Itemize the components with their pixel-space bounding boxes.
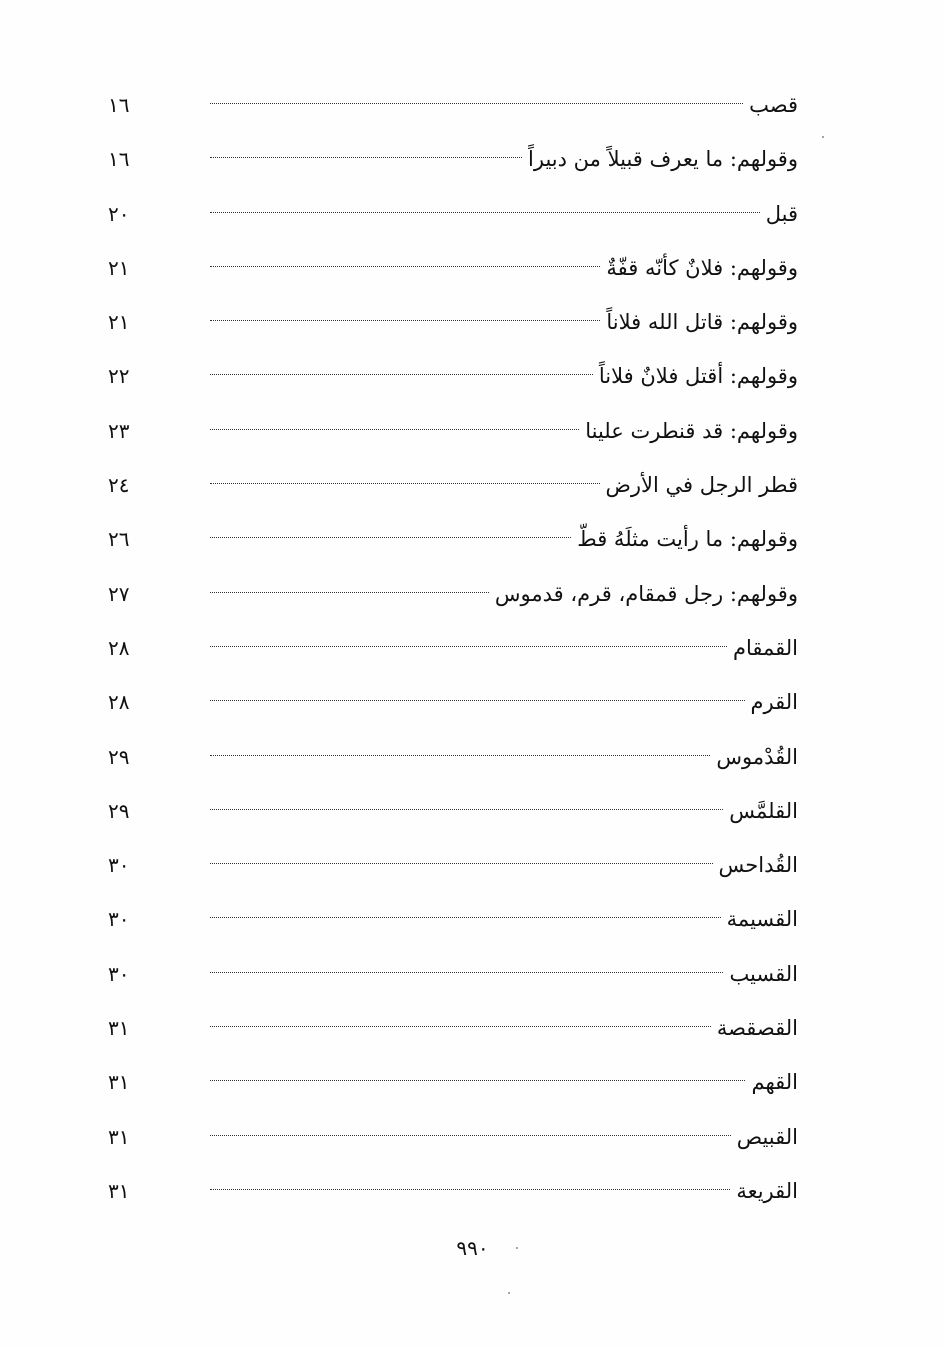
scan-speck xyxy=(822,136,824,138)
toc-entry-title: القبيص xyxy=(736,1124,798,1149)
toc-entry-title: القرم xyxy=(750,690,798,715)
dot-leader xyxy=(210,537,571,538)
dot-leader xyxy=(210,429,579,430)
toc-entry-title: وقولهم: فلانٌ كأنّه قفّةٌ xyxy=(606,255,798,280)
toc-entry-page-number: ٣٠ xyxy=(108,907,130,932)
toc-entry-title: وقولهم: ما رأيت مثلَهُ قطّ xyxy=(577,527,798,552)
dot-leader xyxy=(210,592,489,593)
toc-entry xyxy=(108,730,798,784)
toc-entry-page-number: ٢٨ xyxy=(108,635,130,660)
toc-entry-title: القُداحس xyxy=(718,853,798,878)
scan-speck xyxy=(508,1292,510,1294)
toc-entry-page-number: ١٦ xyxy=(108,147,130,172)
toc-entry xyxy=(108,784,798,838)
toc-entry-page-number: ٢٨ xyxy=(108,690,130,715)
toc-entry-page-number: ٢١ xyxy=(108,310,130,335)
toc-entry xyxy=(108,132,798,186)
toc-entry-title: وقولهم: قاتل الله فلاناً xyxy=(606,310,798,335)
toc-entry xyxy=(108,1055,798,1109)
toc-entry xyxy=(108,675,798,729)
toc-entry-page-number: ٢٦ xyxy=(108,527,130,552)
toc-entry-title: القلمَّس xyxy=(729,798,798,823)
toc-entry-title: قصب xyxy=(749,93,798,117)
toc-entry xyxy=(108,512,798,566)
dot-leader xyxy=(210,1135,731,1136)
dot-leader xyxy=(210,483,600,484)
toc-entry-page-number: ٢٣ xyxy=(108,418,130,443)
toc-entry-title: القريعة xyxy=(736,1178,798,1203)
toc-entry xyxy=(108,241,798,295)
toc-entry-title: قبل xyxy=(765,201,798,226)
toc-entry-page-number: ٣١ xyxy=(108,1016,130,1041)
toc-entry-title: وقولهم: أقتل فلانٌ فلاناً xyxy=(598,364,798,389)
toc-entry-page-number: ٢١ xyxy=(108,255,130,280)
toc-entry xyxy=(108,295,798,349)
dot-leader xyxy=(210,320,600,321)
toc-entry-title: قطر الرجل في الأرض xyxy=(605,473,798,498)
dot-leader xyxy=(210,103,743,104)
dot-leader xyxy=(210,212,760,213)
toc-entry xyxy=(108,1001,798,1055)
toc-entry-title: القُدْموس xyxy=(716,744,798,769)
toc-entry xyxy=(108,187,798,241)
dot-leader xyxy=(210,972,723,973)
toc-entry-title: وقولهم: ما يعرف قبيلاً من دبيراً xyxy=(528,147,798,172)
dot-leader xyxy=(210,755,710,756)
dot-leader xyxy=(210,1080,745,1081)
toc-entry-title: القصقصة xyxy=(716,1016,798,1041)
toc-entry xyxy=(108,621,798,675)
toc-entry-page-number: ٢٠ xyxy=(108,201,130,226)
page-number-footer: ٩٩٠ xyxy=(456,1236,489,1260)
toc-entry-title: القسيمة xyxy=(726,907,798,932)
toc-entry-page-number: ١٦ xyxy=(108,93,130,117)
toc-entry-page-number: ٢٧ xyxy=(108,581,130,606)
dot-leader xyxy=(210,646,727,647)
toc-entry-title: وقولهم: قد قنطرت علينا xyxy=(585,418,798,443)
toc-entry xyxy=(108,1110,798,1164)
toc-entry-page-number: ٢٩ xyxy=(108,744,130,769)
dot-leader xyxy=(210,863,713,864)
toc-entry xyxy=(108,838,798,892)
toc-entry-page-number: ٣١ xyxy=(108,1070,130,1095)
toc-entry-title: وقولهم: رجل قمقام، قرم، قدموس xyxy=(494,581,798,606)
toc-entry xyxy=(108,892,798,946)
toc-entry xyxy=(108,1164,798,1218)
dot-leader xyxy=(210,1189,730,1190)
toc-entry-page-number: ٢٢ xyxy=(108,364,130,389)
dot-leader xyxy=(210,700,745,701)
toc-entry xyxy=(108,78,798,132)
toc-entry-page-number: ٣٠ xyxy=(108,961,130,986)
dot-leader xyxy=(210,1026,711,1027)
dot-leader xyxy=(210,809,723,810)
dot-leader xyxy=(210,266,600,267)
toc-entry xyxy=(108,567,798,621)
toc-entry-page-number: ٣٠ xyxy=(108,853,130,878)
scan-speck xyxy=(516,1247,518,1249)
toc-entry xyxy=(108,404,798,458)
toc-entry-page-number: ٣١ xyxy=(108,1124,130,1149)
toc-entry xyxy=(108,458,798,512)
toc-entry-page-number: ٣١ xyxy=(108,1178,130,1203)
toc-entry-page-number: ٢٩ xyxy=(108,798,130,823)
toc-entry-title: القمقام xyxy=(732,635,798,660)
toc-entry-title: القسيب xyxy=(729,961,798,986)
dot-leader xyxy=(210,917,721,918)
toc-entry xyxy=(108,349,798,403)
table-of-contents xyxy=(108,78,798,1218)
toc-entry xyxy=(108,947,798,1001)
toc-entry-title: القهم xyxy=(751,1070,798,1095)
dot-leader xyxy=(210,157,522,158)
toc-entry-page-number: ٢٤ xyxy=(108,473,130,498)
dot-leader xyxy=(210,374,593,375)
